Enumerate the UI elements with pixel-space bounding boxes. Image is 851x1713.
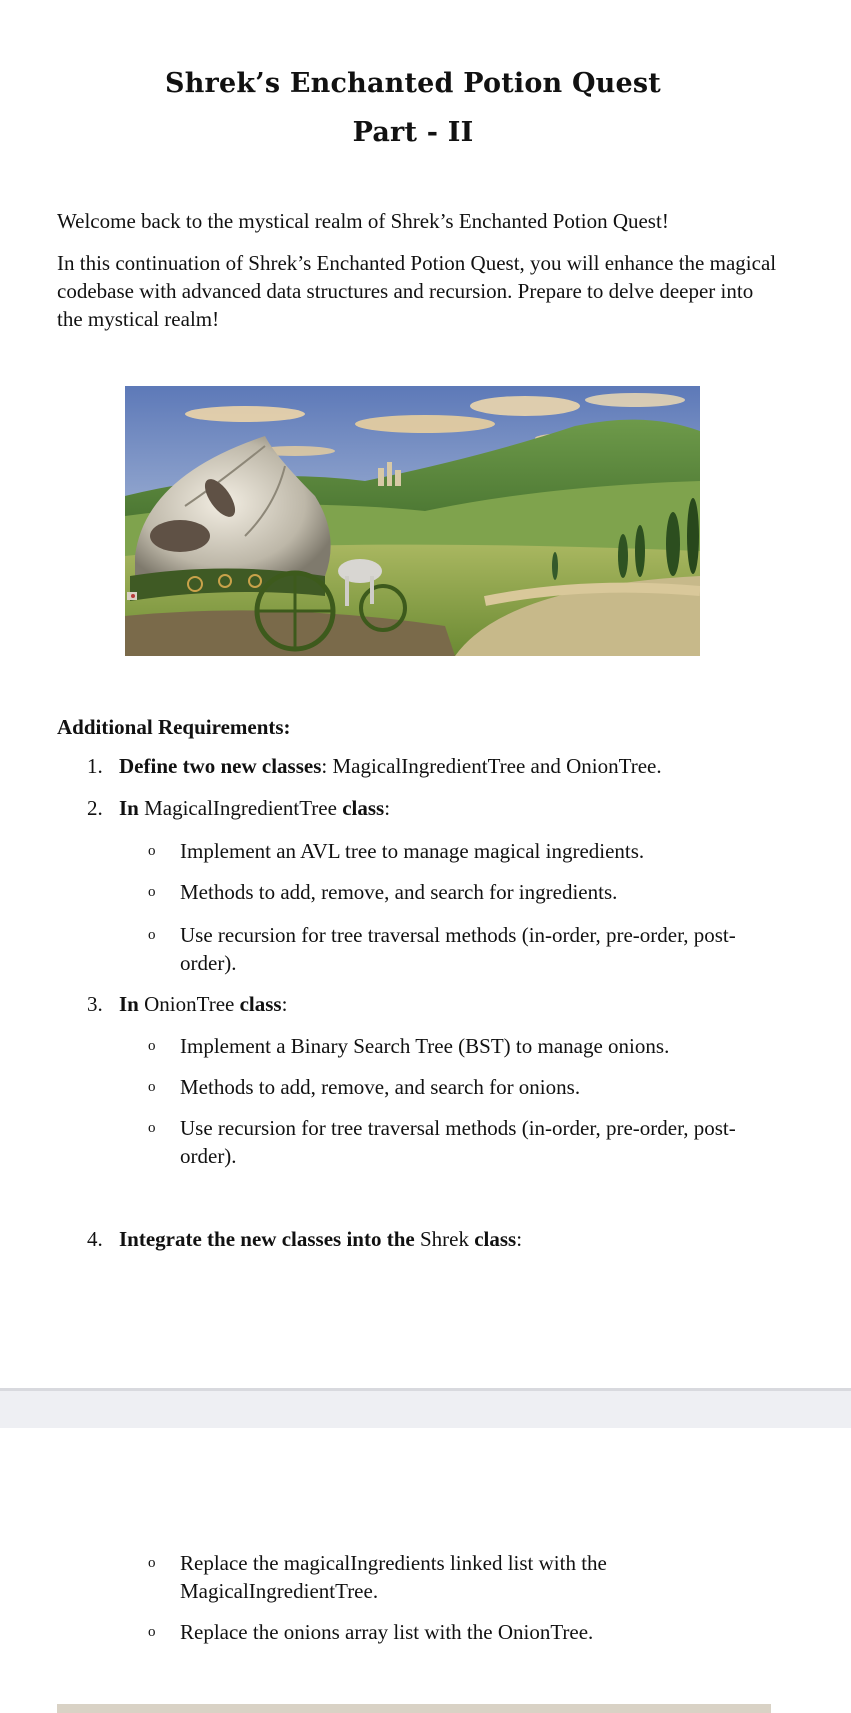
- list-number-2: 2.: [87, 796, 103, 820]
- bullet-icon: o: [148, 1079, 156, 1095]
- list-item: Methods to add, remove, and search for onions.: [180, 1075, 581, 1099]
- next-image-edge: [57, 1704, 771, 1713]
- document-subtitle: Part - II: [352, 117, 474, 148]
- bullet-icon: o: [148, 843, 156, 859]
- requirements-heading: Additional Requirements:: [57, 715, 291, 739]
- requirement-item-2: In MagicalIngredientTree class:: [119, 796, 391, 820]
- onion-carriage-illustration: [125, 386, 700, 656]
- bullet-icon: o: [148, 1120, 156, 1136]
- intro-paragraph-1: Welcome back to the mystical realm of Shrek’s Enchanted Potion Quest!: [57, 209, 669, 233]
- document-title: Shrek’s Enchanted Potion Quest: [165, 68, 661, 99]
- list-item: Implement a Binary Search Tree (BST) to manage onions.: [180, 1034, 670, 1058]
- bullet-icon: o: [148, 884, 156, 900]
- bullet-icon: o: [148, 1555, 156, 1571]
- list-item: Use recursion for tree traversal methods (in-order, pre-order, post-order).: [180, 923, 736, 975]
- bullet-icon: o: [148, 1038, 156, 1054]
- list-item: Replace the magicalIngredients linked list with the MagicalIngredientTree.: [180, 1551, 607, 1603]
- list-item: Methods to add, remove, and search for ingredients.: [180, 880, 618, 904]
- requirement-item-4: Integrate the new classes into the Shrek class:: [119, 1227, 523, 1251]
- list-item: Use recursion for tree traversal methods (in-order, pre-order, post-order).: [180, 1116, 736, 1168]
- list-item: Implement an AVL tree to manage magical ingredients.: [180, 839, 645, 863]
- list-item: Replace the onions array list with the OnionTree.: [180, 1620, 594, 1644]
- list-number-4: 4.: [87, 1227, 103, 1251]
- requirement-item-3: In OnionTree class:: [119, 992, 288, 1016]
- bullet-icon: o: [148, 1624, 156, 1640]
- requirement-item-1: Define two new classes: MagicalIngredientTree and OnionTree.: [119, 754, 662, 778]
- list-number-3: 3.: [87, 992, 103, 1016]
- list-number-1: 1.: [87, 754, 103, 778]
- page-separator: [0, 1388, 851, 1428]
- bullet-icon: o: [148, 927, 156, 943]
- document-page-2: [0, 1428, 851, 1713]
- intro-paragraph-2: In this continuation of Shrek’s Enchanted Potion Quest, you will enhance the magical codebase with advanced data structures and recursion. Prepare to delve deeper into the mystical realm!: [57, 251, 777, 331]
